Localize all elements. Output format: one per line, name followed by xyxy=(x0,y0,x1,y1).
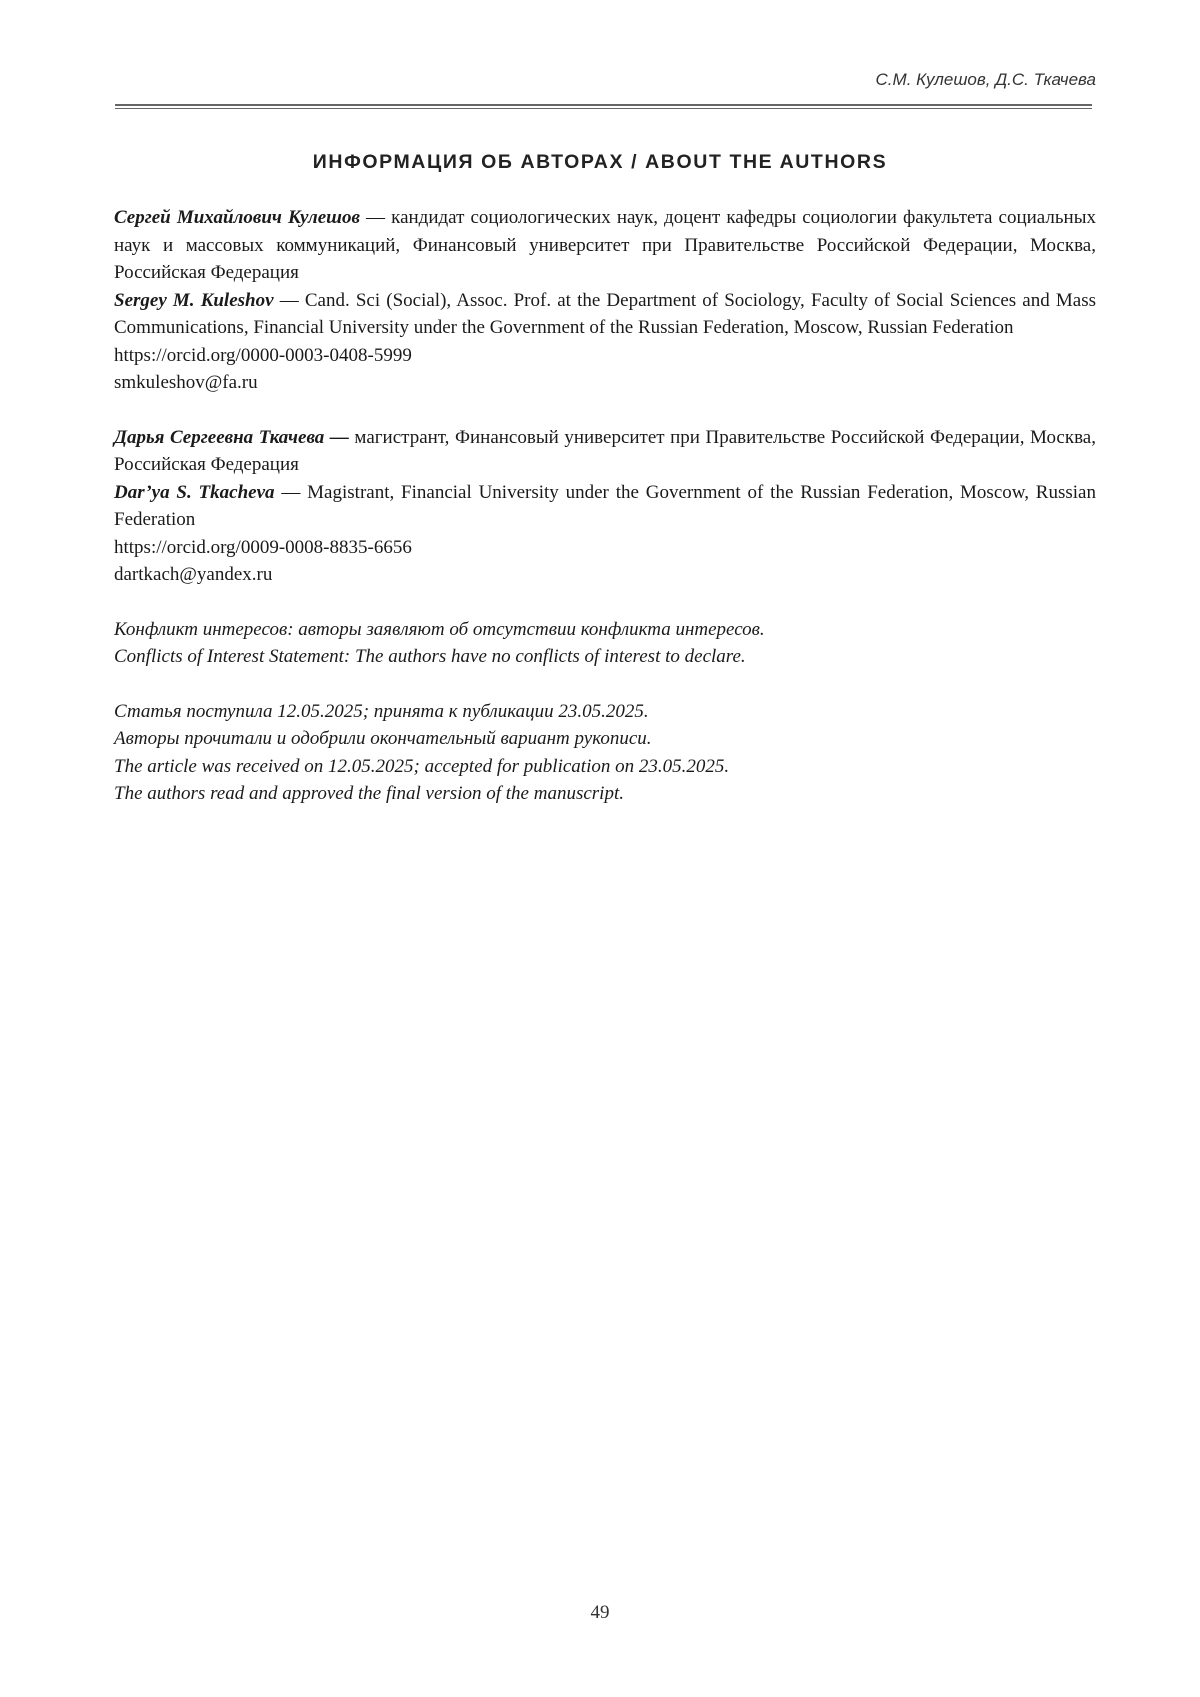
dates-line: The article was received on 12.05.2025; accepted for publication on 23.05.2025. xyxy=(114,755,730,777)
section-title: ИНФОРМАЦИЯ ОБ АВТОРАХ / ABOUT THE AUTHORS xyxy=(312,151,888,173)
header-rule-thin xyxy=(115,108,1092,109)
author-email-link[interactable]: dartkach@yandex.ru xyxy=(114,564,273,585)
author-en-desc: — Magistrant, Financial University under the Government of the Russian Federation, Moscow, Russian Federation xyxy=(114,481,1096,530)
running-head: С.М. Кулешов, Д.С. Ткачева xyxy=(875,70,1096,89)
author-ru-name: Сергей Михайлович Кулешов xyxy=(114,207,360,228)
author-ru-bio xyxy=(114,204,1096,287)
author-ru-name: Дарья Сергеевна Ткачева — xyxy=(114,426,349,448)
conflict-statement xyxy=(114,616,1096,671)
author-orcid-link[interactable]: https://orcid.org/0000-0003-0408-5999 xyxy=(114,344,412,366)
conflict-en: Conflicts of Interest Statement: The authors have no conflicts of interest to declare. xyxy=(114,646,746,667)
header-rule xyxy=(115,104,1092,106)
page-number: 49 xyxy=(590,1602,610,1623)
author-orcid-link[interactable]: https://orcid.org/0009-0008-8835-6656 xyxy=(114,536,412,558)
author-email-link[interactable]: smkuleshov@fa.ru xyxy=(114,372,258,393)
author-ru-desc: магистрант, Финансовый университет при Правительстве Российской Федерации, Москва, Российская Федерация xyxy=(114,426,1096,475)
dates-line: Авторы прочитали и одобрили окончательный вариант рукописи. xyxy=(114,728,652,749)
author-en-name: Dar’ya S. Tkacheva xyxy=(114,481,275,503)
dates-line: The authors read and approved the final version of the manuscript. xyxy=(114,783,624,804)
author-entry xyxy=(114,424,1096,589)
author-en-bio xyxy=(114,287,1096,342)
author-entry xyxy=(114,204,1096,397)
author-en-bio xyxy=(114,479,1096,534)
article-dates xyxy=(114,698,1096,808)
authors-section xyxy=(114,204,1096,835)
author-en-name: Sergey M. Kuleshov xyxy=(114,289,274,311)
dates-line: Статья поступила 12.05.2025; принята к публикации 23.05.2025. xyxy=(114,700,649,722)
author-ru-bio xyxy=(114,424,1096,479)
author-ru-desc: — кандидат социологических наук, доцент кафедры социологии факультета социальных наук и массовых коммуникаций, Финансовый университет при Правительстве Российской Федерации, Москва, Российская Федерация xyxy=(114,207,1096,283)
conflict-ru: Конфликт интересов: авторы заявляют об отсутствии конфликта интересов. xyxy=(114,618,765,640)
author-en-desc: — Cand. Sci (Social), Assoc. Prof. at the Department of Sociology, Faculty of Social Sciences and Mass Communications, Financial University under the Government of the Russian Federation, Moscow, Russian Federation xyxy=(114,289,1097,338)
